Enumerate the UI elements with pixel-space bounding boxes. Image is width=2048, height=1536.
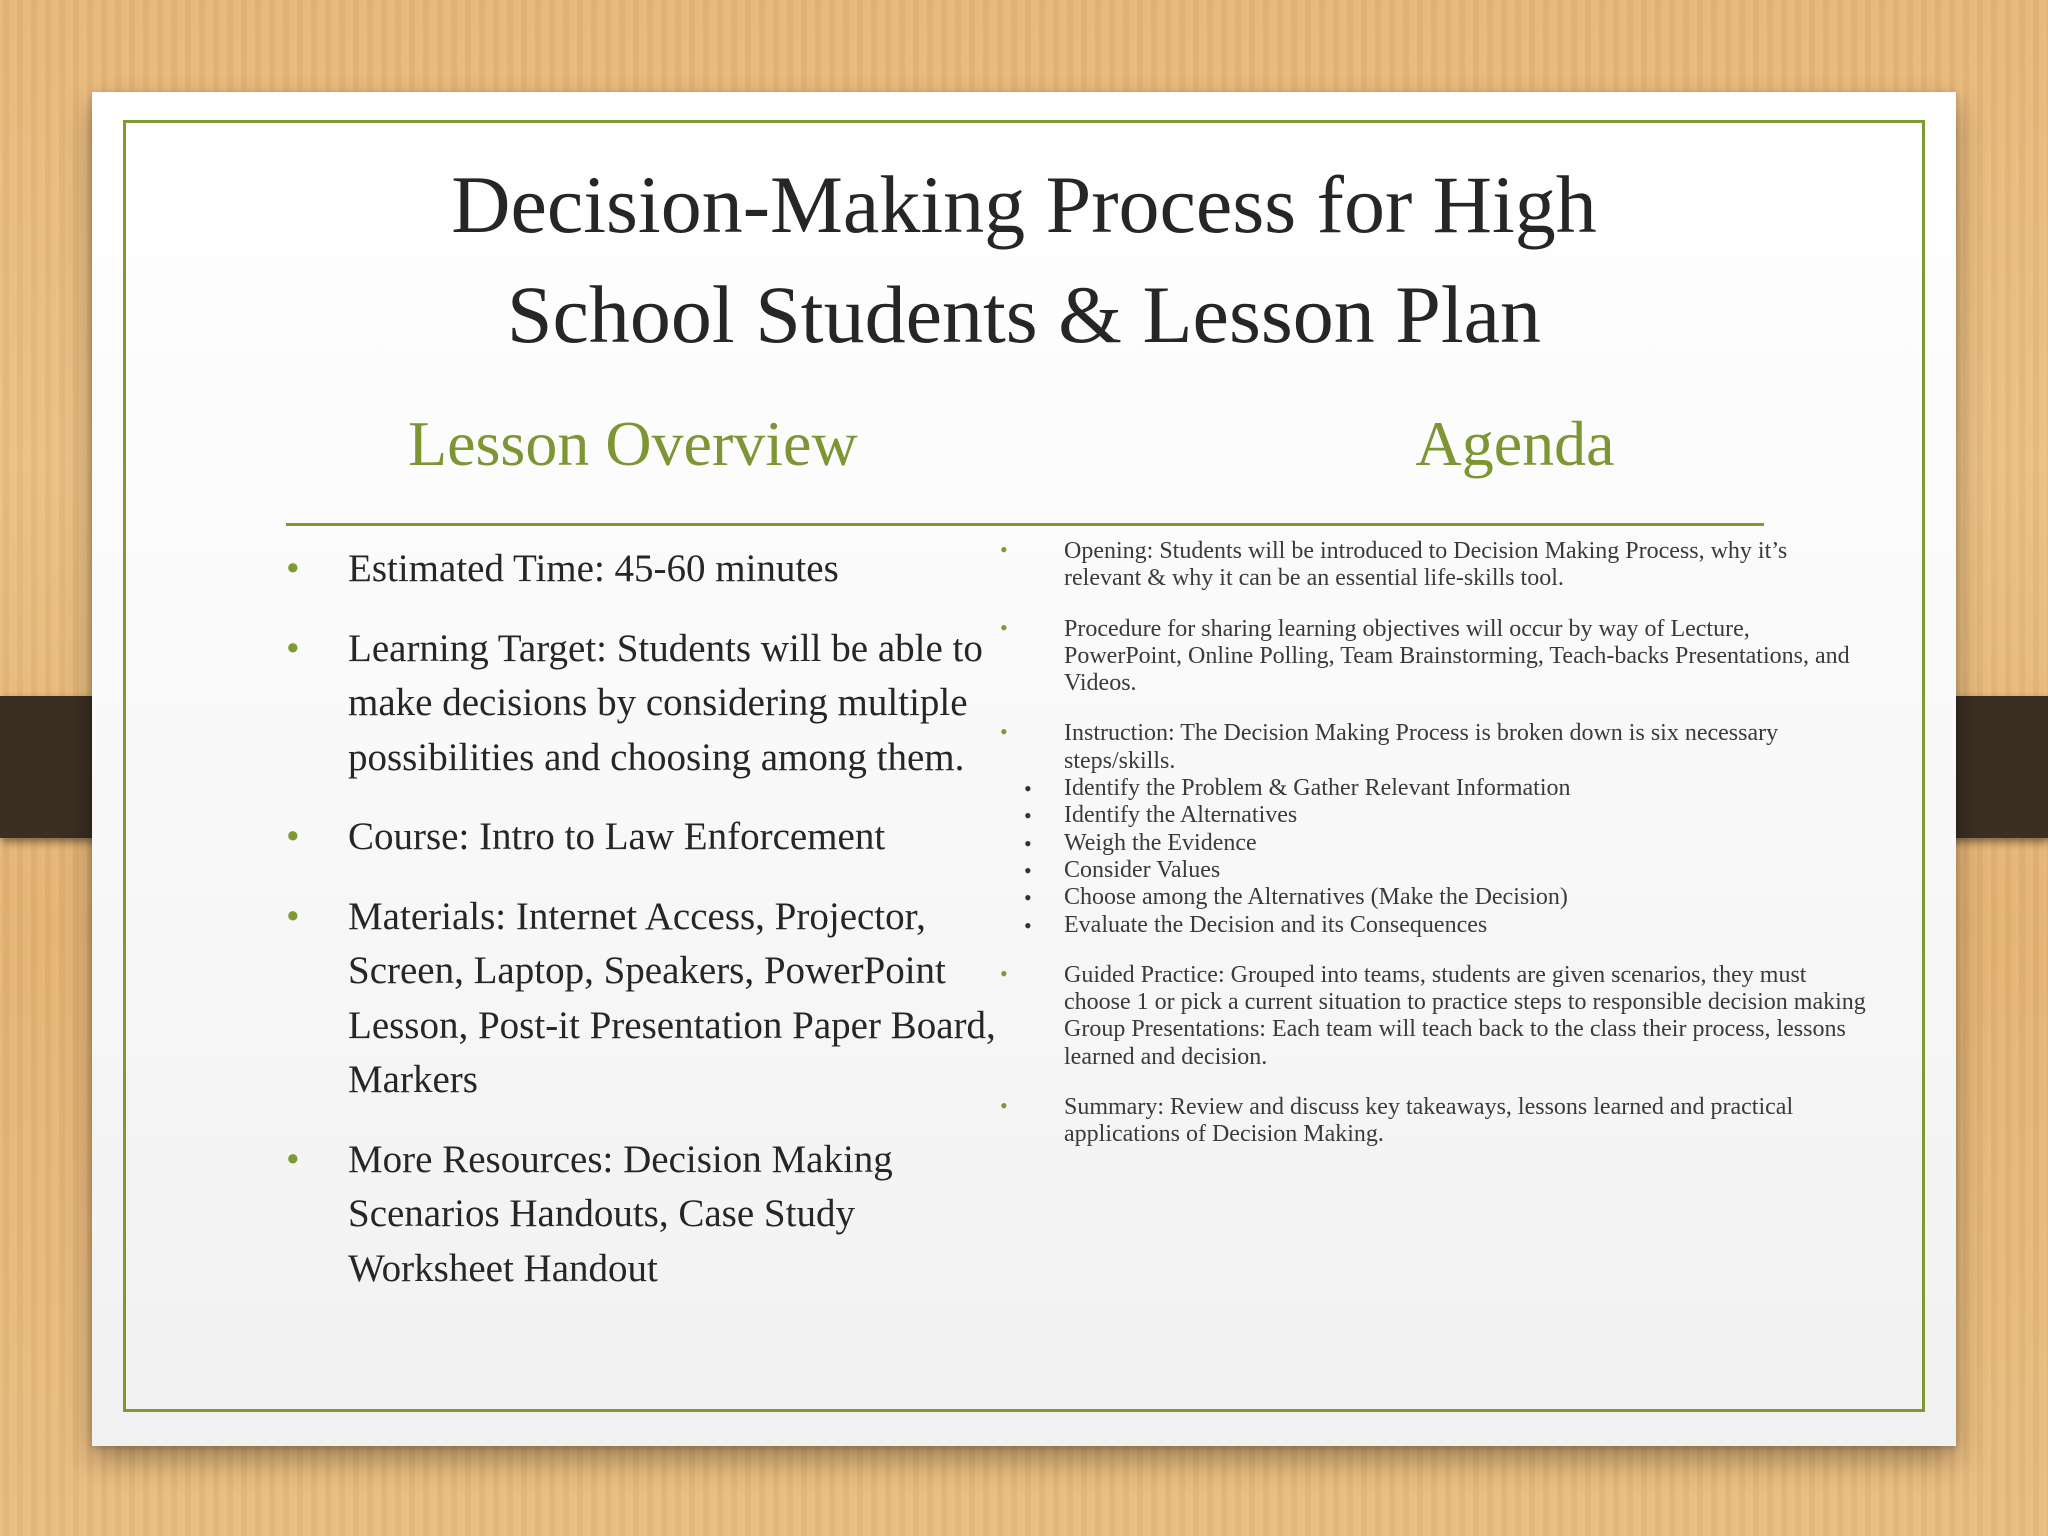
decision-step-item [1000, 775, 1870, 802]
agenda-item-opening [1000, 538, 1870, 593]
bullet-icon: • [1000, 719, 1008, 745]
bullet-icon: • [286, 626, 300, 670]
slide-title-line-1: Decision-Making Process for High [451, 159, 1597, 250]
sub-bullet-icon: • [1024, 857, 1032, 883]
bullet-icon: • [286, 894, 300, 938]
heading-divider [286, 523, 1764, 526]
overview-item-resources [286, 1133, 996, 1297]
agenda-item-text: Instruction: The Decision Making Process is broken down is six necessary steps/skills. [1064, 720, 1779, 774]
decision-step-item [1000, 857, 1870, 884]
decision-step-text: Evaluate the Decision and its Consequences [1064, 911, 1488, 938]
overview-item-course [286, 810, 996, 865]
overview-item-learning-target [286, 622, 996, 786]
sub-bullet-icon: • [1024, 830, 1032, 856]
slide-title [240, 150, 1808, 370]
decision-step-text: Identify the Alternatives [1064, 802, 1298, 829]
agenda-item-text: Summary: Review and discuss key takeaways, lessons learned and practical applications of Decision Making. [1064, 1094, 1794, 1148]
bullet-icon: • [286, 1137, 300, 1181]
agenda-item-instruction [1000, 720, 1870, 938]
decision-step-item [1000, 830, 1870, 857]
sub-bullet-icon: • [1024, 803, 1032, 829]
decision-step-item [1000, 884, 1870, 911]
decision-step-text: Weigh the Evidence [1064, 829, 1257, 856]
overview-item-text: More Resources: Decision Making Scenarios Handouts, Case Study Worksheet Handout [348, 1137, 893, 1290]
decision-steps-list [1000, 775, 1870, 939]
slide-title-line-2: School Students & Lesson Plan [506, 269, 1542, 360]
agenda-item-summary [1000, 1094, 1870, 1149]
decision-step-text: Identify the Problem & Gather Relevant Information [1064, 775, 1571, 802]
agenda-item-text: Procedure for sharing learning objectives will occur by way of Lecture, PowerPoint, Online Polling, Team Brainstorming, Teach-backs Presentations, and Videos. [1064, 615, 1850, 697]
sub-bullet-icon: • [1024, 912, 1032, 938]
lesson-overview-heading: Lesson Overview [408, 408, 858, 479]
bullet-icon: • [286, 547, 300, 590]
bullet-icon: • [286, 815, 300, 858]
bullet-icon: • [1000, 960, 1008, 986]
agenda-item-procedure [1000, 616, 1870, 698]
agenda-heading: Agenda [1415, 408, 1615, 479]
agenda-item-guided-practice [1000, 962, 1870, 1071]
bullet-icon: • [1000, 1093, 1008, 1119]
agenda-item-text: Opening: Students will be introduced to Decision Making Process, why it’s relevant & why it can be an essential life-skills tool. [1064, 538, 1788, 592]
overview-item-estimated-time [286, 542, 996, 597]
decision-step-text: Consider Values [1064, 856, 1221, 883]
overview-item-text: Materials: Internet Access, Projector, Screen, Laptop, Speakers, PowerPoint Lesson, Post-it Presentation Paper Board, Markers [348, 894, 996, 1101]
lesson-overview-list [286, 542, 996, 1321]
bullet-icon: • [1000, 537, 1008, 562]
sub-bullet-icon: • [1024, 885, 1032, 911]
decision-step-item [1000, 912, 1870, 939]
decision-step-text: Choose among the Alternatives (Make the Decision) [1064, 884, 1568, 911]
overview-item-text: Learning Target: Students will be able to make decisions by considering multiple possibilities and choosing among them. [348, 626, 983, 779]
overview-item-text: Estimated Time: 45-60 minutes [348, 547, 839, 590]
agenda-item-text: Guided Practice: Grouped into teams, students are given scenarios, they must choose 1 or pick a current situation to practice steps to responsible decision making Group Presentations: Each team will teach back to the class their process, lessons learned and decision. [1064, 961, 1866, 1070]
agenda-list [1000, 538, 1870, 1172]
overview-item-text: Course: Intro to Law Enforcement [348, 815, 886, 858]
decision-step-item [1000, 802, 1870, 829]
sub-bullet-icon: • [1024, 776, 1032, 802]
bullet-icon: • [1000, 614, 1008, 640]
overview-item-materials [286, 890, 996, 1108]
